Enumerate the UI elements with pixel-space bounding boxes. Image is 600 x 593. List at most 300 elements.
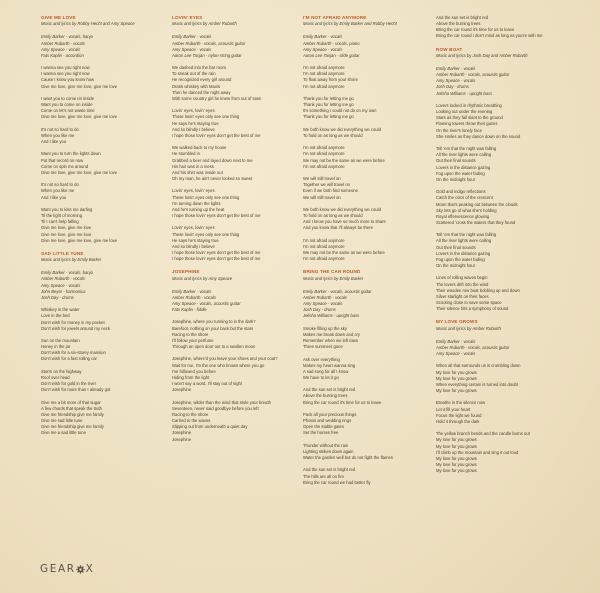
lyric-stanza [303, 467, 431, 485]
song-credits: Music and lyrics by Emily Barker and Robby Hecht [303, 21, 397, 27]
performer-list [436, 66, 564, 97]
lyric-line: A few chords that speak the truth [41, 405, 102, 411]
lyric-stanza [41, 207, 169, 244]
song-block [436, 319, 564, 474]
lyric-line: I hope those lovin' eyes don't get the best of me [172, 249, 261, 255]
performer-line: Amber Rubarth - vocals, acoustic guitar [436, 344, 510, 350]
lyric-line: Three summers gone [303, 344, 343, 350]
lyric-line: We both know we did everything we could [303, 126, 381, 132]
gearbox-logo [40, 563, 94, 575]
performer-line: Amber Rubarth - vocals [41, 40, 85, 46]
song-title: LOVIN' EYES [172, 15, 203, 20]
lyric-line: And I know you have so much more to share [303, 219, 386, 225]
performer-line: Fats Kaplin - accordion [41, 52, 84, 58]
lyric-stanza [303, 357, 431, 382]
lyric-stanza [303, 238, 431, 263]
lyric-line: We walked back to my house [172, 145, 227, 151]
lyric-line: These lovin' eyes only see one thing [172, 194, 240, 200]
lyric-line: Thank you for letting me go [303, 102, 354, 108]
lyric-line: Give me a bit more of that sugar [41, 399, 101, 405]
lyric-line: Give me love, give me love, give me love [41, 237, 118, 243]
lyric-line: Give me love, give me love [41, 231, 92, 237]
lyric-line: Josephine [172, 430, 192, 436]
lyric-line: Give me sad little tune [41, 418, 83, 424]
lyric-line: Photos and wedding rings [303, 418, 352, 424]
lyric-line: Don't wish for gold in the river [41, 381, 97, 387]
lyric-line: I'm not afraid anymore [303, 65, 345, 71]
lyric-line: We have to let it go [303, 374, 339, 380]
lyric-line: I'll climb up the mountain and sing it out loud [436, 449, 519, 455]
lyric-line: Smoke filling up the sky [303, 325, 347, 331]
song-title: MY LOVE GROWS [436, 319, 478, 325]
lyric-line: Love in the bed [41, 313, 70, 319]
lyric-line: Open the stable gates [303, 424, 344, 430]
lyric-line: Lovers locked in rhythmic breathing [436, 102, 502, 108]
column-2 [172, 15, 300, 450]
lyric-line: Out their final sounds [436, 244, 476, 250]
lyric-stanza [172, 319, 300, 350]
lyric-line: Want you to kiss me darling [41, 206, 93, 212]
performer-line: Emily Barker - vocals [172, 34, 212, 40]
lyric-line: When you like me [41, 132, 75, 138]
lyric-stanza [303, 65, 431, 90]
song-credits: Music and lyrics by Josh Day and Amber Rubarth [436, 52, 528, 58]
lyric-line: Lines of rolling waves begin [436, 275, 488, 281]
lyric-line: Gold and indigo reflections [436, 189, 486, 195]
performer-list [303, 34, 431, 59]
lyric-line: To float away from your shore [303, 77, 358, 83]
lyric-line: Lovin' eyes, lovin' eyes [172, 188, 215, 194]
song-credits: Music and lyrics by Emily Barker [41, 257, 102, 263]
lyric-line: Want you to come on inside [41, 102, 93, 108]
lyric-line: Lovin' eyes, lovin' eyes [172, 225, 215, 231]
lyric-line: To hold on as long as we should [303, 213, 363, 219]
lyric-line: Bring the car round it's time for us to leave [303, 399, 382, 405]
lyric-line: The hills are all on fire [303, 473, 344, 479]
lyric-line: Hiding from the light [172, 374, 210, 380]
performer-line: Amber Rubarth - vocals, acoustic guitar [172, 40, 246, 46]
lyric-line: Honey in the jar [41, 344, 71, 350]
lyric-line: Don't wish for money in my pocket [41, 319, 105, 325]
lyric-stanza [436, 275, 564, 312]
lyric-line: I want you to come on inside [41, 95, 95, 101]
lyric-stanza [436, 232, 564, 269]
performer-list [41, 34, 169, 59]
performer-line: Emily Barker - vocals [172, 288, 212, 294]
lyric-line: When all that surrounds us is crumbling down [436, 363, 521, 369]
lyric-line: I'm not afraid anymore [303, 163, 345, 169]
lyric-line: My love for you grows [436, 388, 477, 394]
lyric-line: My love for you grows [436, 369, 477, 375]
lyric-stanza [41, 369, 169, 394]
performer-line: Amy Speace - vocals [436, 351, 476, 357]
lyric-line: My love for you grows [436, 437, 477, 443]
lyric-line: Don't wish for a fast rolling car [41, 356, 97, 362]
lyric-stanza [436, 146, 564, 183]
lyric-line: On the midnight hour [436, 176, 476, 182]
song-title: GIVE ME LOVE [41, 15, 76, 20]
lyric-line: Tell 'em that the night was falling [436, 146, 497, 152]
lyric-stanza [41, 65, 169, 90]
lyric-line: All the river lights were calling [436, 238, 492, 244]
performer-line: Amy Speace - vocals [172, 46, 212, 52]
lyric-stanza [41, 307, 169, 332]
lyric-line: I'm not afraid anymore [303, 145, 345, 151]
lyric-line: He recognized every girl around [172, 77, 232, 83]
lyric-line: On the midnight hour [436, 263, 476, 269]
lyric-stanza [436, 431, 564, 474]
lyric-line: Bring the car round it's time for us to leave [436, 27, 515, 33]
lyric-stanza [172, 65, 300, 102]
lyric-stanza [436, 189, 564, 226]
lyric-line: Through an open door out to a swollen moon [172, 344, 256, 350]
performer-line: Amy Speace - vocals [41, 46, 81, 52]
lyric-line: When you like me [41, 188, 75, 194]
lyric-line: My love for you grows [436, 461, 477, 467]
logo-text-end: X [85, 563, 95, 575]
lyric-stanza [172, 400, 300, 443]
lyric-line: Bring the car round I don't mind as long as you're with me [436, 33, 543, 39]
lyric-line: My love for you grows [436, 455, 477, 461]
lyric-line: Looking out under the evening [436, 109, 493, 115]
lyric-stanza [303, 443, 431, 461]
lyric-line: Want you to turn the lights down [41, 151, 101, 157]
lyric-line: Barefoot, nothing on your back but the stars [172, 325, 254, 331]
lyric-stanza [303, 176, 431, 201]
performer-line: Amber Rubarth - vocals [41, 276, 85, 282]
lyric-stanza [41, 182, 169, 200]
performer-line: Aaron Lee Tasjan - slide guitar [303, 52, 360, 58]
lyric-line: Thunder without the rain [303, 442, 349, 448]
performer-line: Josh Day - drums [436, 84, 469, 90]
lyric-line: I'm not afraid anymore [303, 151, 345, 157]
lyric-stanza [41, 400, 169, 437]
song-credits: Music and lyrics by Robby Hecht and Amy Speace [41, 21, 135, 27]
lyric-line: Then he danced the night away [172, 89, 231, 95]
lyric-line: My love for you grows [436, 443, 477, 449]
lyric-line: I'm not afraid anymore [303, 237, 345, 243]
lyric-stanza [303, 387, 431, 405]
song-block [41, 251, 169, 437]
lyric-stanza [172, 356, 300, 393]
lyric-line: Focus the light we found [436, 412, 482, 418]
performer-line: Emily Barker - vocals, banjo [41, 270, 93, 276]
lyric-line: Fog upon the water fading [436, 256, 485, 262]
lyric-line: Drank whiskey with Mavis [172, 83, 220, 89]
lyric-line: Cause I know you know how [41, 77, 95, 83]
lyric-line: I hope those lovin' eyes don't get the best of me [172, 213, 261, 219]
performer-line: Emily Barker - vocals, acoustic guitar [303, 288, 372, 294]
song-credits: Music and lyrics by Amber Rubarth [436, 325, 501, 331]
lyric-line: Give me friendship give me family [41, 424, 104, 430]
song-credits: Music and lyrics by Amy Speace [172, 275, 233, 281]
lyric-stanza [436, 363, 564, 394]
song-block [436, 15, 564, 40]
lyric-line: Scattered 'cross the waters that they found [436, 219, 516, 225]
performer-line: Amber Rubarth - vocals [172, 294, 216, 300]
song-block [41, 15, 169, 244]
lyric-line: Stars as they fall slant to the ground [436, 115, 503, 121]
lyric-line: Til the light of morning [41, 213, 83, 219]
lyric-line: My love for you grows [436, 468, 477, 474]
lyric-stanza [303, 96, 431, 121]
lyric-line: Out their final sounds [436, 158, 476, 164]
performer-list [436, 339, 564, 357]
lyric-line: And so blindly I believe [172, 126, 215, 132]
lyric-stanza [303, 127, 431, 139]
lyric-line: We may not be the same as we were before [303, 157, 385, 163]
performer-line: Fats Kaplin - fiddle [172, 307, 207, 313]
lyric-stanza [436, 15, 564, 40]
lyric-line: Ask over everything [303, 356, 340, 362]
lyric-line: It's not so hard to do [41, 182, 79, 188]
performer-list [303, 289, 431, 320]
song-block [303, 15, 431, 262]
lyric-line: Remember when we left town [303, 338, 359, 343]
lyric-line: Tell 'em that the night was falling [436, 232, 497, 238]
lyric-line: Moon that's peaking out between the clouds [436, 201, 518, 207]
lyric-line: Lovin' eyes, lovin' eyes [172, 108, 215, 114]
lyric-line: And the sun set is bright red [303, 467, 356, 473]
lyric-line: Racing to the shore [172, 411, 209, 417]
lyric-line: And I like you [41, 139, 67, 145]
lyric-line: All the river lights were calling [436, 152, 492, 158]
lyric-line: Fog upon the water fading [436, 170, 485, 176]
performer-line: Amy Speace - vocals [303, 46, 343, 52]
lyric-line: Seventeen, never said goodbye before you left [172, 405, 259, 411]
performer-list [41, 270, 169, 301]
lyric-line: Flaming towers throw their gazes [436, 121, 498, 127]
lyric-line: Set the horses free [303, 430, 339, 436]
performer-line: Amber Rubarth - vocals, acoustic guitar [436, 72, 510, 78]
lyric-line: Josephine, where'd you leave your shoes and your coat? [172, 356, 278, 362]
lyric-stanza [303, 145, 431, 170]
lyric-line: I'll follow your perfume [172, 337, 214, 343]
lyric-line: On the river's lonely face [436, 127, 482, 133]
column-4 [436, 15, 564, 481]
song-title: SAD LITTLE TUNE [41, 250, 84, 256]
column-3 [303, 15, 431, 493]
lyric-stanza [41, 96, 169, 121]
lyric-line: His hair was in a mess [172, 163, 214, 169]
lyric-line: These lovin' eyes only see one thing [172, 231, 240, 237]
lyric-line: The lovers drift into the wind [436, 281, 489, 287]
lyric-line: Thank you for letting me go [303, 114, 354, 120]
lyric-line: And his shirt was inside out [172, 169, 223, 175]
lyric-line: Racing to the shore [172, 331, 209, 337]
lyric-line: Put that record on now [41, 157, 84, 163]
lyric-line: Lovers in the distance gazing [436, 164, 491, 170]
lyric-line: Lighting strikes down again [303, 448, 354, 454]
lyric-line: He says he's staying true [172, 237, 219, 243]
performer-line: Aaron Lee Tasjan - nylon-string guitar [172, 52, 242, 58]
lyric-line: Give me love, give me love [41, 225, 92, 231]
lyric-line: To sneak out of the rain [172, 71, 216, 77]
lyric-line: Give me love, give me love, give me love [41, 169, 118, 175]
lyric-line: Whiskey in the water [41, 307, 80, 313]
performer-line: John Beyer - harmonica [41, 288, 86, 294]
performer-line: Josh Day - drums [41, 294, 74, 300]
lyric-line: Roof over head [41, 374, 70, 380]
lyric-line: Josephine [172, 387, 192, 393]
lyric-line: Lovers in the distance gazing [436, 250, 491, 256]
lyric-line: Makes my heart wanna sing [303, 362, 356, 368]
lyric-line: Let it fill your heart [436, 406, 471, 412]
lyric-line: I'm not afraid anymore [303, 256, 345, 262]
lyric-line: Above the burning trees [303, 393, 348, 399]
lyric-line: Give me love, give me love, give me love [41, 83, 118, 89]
lyric-line: Storm on the highway [41, 368, 82, 374]
lyric-line: We both know we did everything we could [303, 206, 381, 212]
lyric-stanza [172, 108, 300, 139]
lyric-line: And I like you [41, 194, 67, 200]
lyric-line: Give me a sad little tune [41, 430, 86, 436]
lyric-line: Even if we both find someone [303, 188, 358, 194]
lyric-line: My love for you grows [436, 375, 477, 381]
lyric-line: And the sun set is bright red [303, 387, 356, 393]
lyric-line: I've followed you before [172, 368, 216, 374]
performer-list [172, 289, 300, 314]
lyric-line: He stumbled in [172, 151, 200, 157]
lyric-line: I'm turning down the lights [172, 200, 221, 206]
lyric-line: When everything certain is turned into doubt [436, 381, 518, 387]
lyric-stanza [172, 225, 300, 262]
lyric-line: And he's turning up the heat [172, 206, 225, 212]
performer-line: Amy Speace - vocals [41, 282, 81, 288]
lyric-line: It's not so hard to do [41, 126, 79, 132]
performer-line: Amy Speace - vocals [303, 301, 343, 307]
lyric-line: Don't wish for more than I already got [41, 387, 111, 393]
song-block [172, 15, 300, 262]
lyric-line: I wanna see you right now [41, 71, 90, 77]
lyric-line: I wanna see you right now [41, 65, 90, 71]
performer-line: Josh Day - drums [303, 307, 336, 313]
lyric-line: I won't say a word, I'll stay out of sight [172, 381, 243, 387]
lyric-stanza [172, 188, 300, 219]
song-block [172, 269, 300, 442]
lyric-line: Don't wish for a six-storey mansion [41, 350, 106, 356]
lyric-line: Til I can't help falling [41, 219, 79, 225]
lyric-line: Together we will travel on [303, 182, 351, 188]
lyric-line: We dashed into the bar room [172, 65, 226, 71]
performer-line: Emily Barker - vocals [303, 34, 343, 40]
lyric-line: To hold on as long as we should [303, 132, 363, 138]
lyric-line: Sky lets go of what she's holding [436, 207, 497, 213]
lyric-line: Catch the color of the crescent [436, 195, 493, 201]
performer-line: Amber Rubarth - vocals [303, 294, 347, 300]
lyric-stanza [172, 145, 300, 182]
lyric-line: He says he's staying true [172, 120, 219, 126]
performer-line: Jelisha Williams - upright bass [436, 90, 493, 96]
lyric-line: Josephine, where you running to in the dark? [172, 319, 256, 325]
lyric-line: Bring the car round we had better fly [303, 479, 371, 485]
performer-list [172, 34, 300, 59]
lyric-line: Those lovin' eyes only see one thing [172, 114, 240, 120]
song-credits: Music and lyrics by Emily Barker [303, 275, 364, 281]
lyric-line: Scooting close to save some space [436, 300, 502, 306]
performer-line: Amy Speace - vocals, acoustic guitar [172, 300, 241, 306]
lyric-line: Thank you for letting me go [303, 95, 354, 101]
lyric-line: Slipping out from underneath a quiet day [172, 424, 248, 430]
lyric-line: Royal effervescence glowing [436, 213, 490, 219]
song-title: ROW BOAT [436, 46, 463, 52]
lyric-line: And so blindly I believe [172, 243, 215, 249]
lyric-line: We will still travel on [303, 176, 341, 182]
lyric-line: Above the burning trees [436, 21, 481, 27]
gear-icon [76, 565, 85, 574]
lyric-line: Their wooden row boat bobbing up and down [436, 287, 520, 293]
song-block [436, 47, 564, 313]
lyric-line: I hope those lovin' eyes don't get the best of me [172, 256, 261, 262]
lyric-stanza [41, 151, 169, 176]
lyric-line: Josephine [172, 436, 192, 442]
lyric-line: It's something I could not do on my own [303, 108, 377, 114]
lyric-stanza [436, 103, 564, 140]
lyric-line: Makes me break down and cry [303, 331, 361, 337]
lyric-line: I'm not afraid anymore [303, 83, 345, 89]
lyric-line: Breathe in the silence now [436, 400, 486, 406]
performer-line: Emily Barker - vocals [436, 338, 476, 344]
lyric-line: Give me friendship give me family [41, 411, 104, 417]
song-title: I'M NOT AFRAID ANYMORE [303, 15, 367, 20]
performer-line: Emily Barker - vocals, banjo [41, 34, 93, 40]
lyric-line: I hope those lovin' eyes don't get the best of me [172, 132, 261, 138]
performer-line: Jelisha Williams - upright bass [303, 313, 360, 319]
lyric-line: And the sun set is bright red [436, 15, 489, 20]
song-title: JOSEPHINE [172, 269, 200, 275]
lyric-line: Josephine, wilder than the wind that stole your breath [172, 399, 271, 405]
lyric-line: Oh my man, he ain't never looked so sweet [172, 176, 253, 182]
lyric-line: Hold it through the dark [436, 418, 480, 424]
lyric-stanza [41, 127, 169, 145]
lyric-stanza [41, 338, 169, 363]
lyric-stanza [303, 207, 431, 232]
performer-line: Amy Speace - vocals [436, 78, 476, 84]
logo-text-start: GEAR [40, 563, 76, 575]
lyric-line: I'm not afraid anymore [303, 243, 345, 249]
lyric-line: The yellow branch bends and the candle burns out [436, 431, 530, 437]
song-block [303, 269, 431, 486]
lyric-line: Give me love, give me love, give me love [41, 114, 118, 120]
lyric-line: Water the garden well but do not fight the flames [303, 455, 393, 461]
performer-line: Amber Rubarth - vocals, piano [303, 40, 360, 46]
lyric-stanza [303, 412, 431, 437]
lyric-line: Come on let's not waste time [41, 108, 95, 114]
lyric-line: Don't wish for jewels around my neck [41, 325, 110, 331]
lyric-line: Silver starlight on their faces [436, 293, 489, 299]
lyric-line: And you know that I'll always be there [303, 225, 373, 231]
lyric-line: Pack all your precious things [303, 411, 357, 417]
lyric-line: I'm not afraid anymore [303, 71, 345, 77]
lyric-line: Grabbed a beer and layed down next to me [172, 157, 253, 163]
lyric-line: Their silence hits a symphony of sound [436, 306, 509, 312]
performer-line: Emily Barker - vocals [436, 65, 476, 71]
lyric-line: With some country girl he knew from out of town [172, 95, 262, 101]
song-credits: Music and lyrics by Amber Rubarth [172, 21, 237, 27]
song-title: BRING THE CAR ROUND [303, 269, 361, 275]
column-1 [41, 15, 169, 444]
lyric-line: A sad song for all I know [303, 368, 349, 374]
lyric-line: We will still travel on [303, 194, 341, 200]
lyric-stanza [436, 400, 564, 425]
lyric-line: Sun on the mountain [41, 338, 80, 343]
lyric-line: Wait for me, I'm the one who knows where you go [172, 362, 265, 368]
lyric-line: She smiles as they dance down on the sound [436, 133, 521, 139]
lyric-line: Carried to the waves [172, 418, 211, 424]
lyric-stanza [303, 326, 431, 351]
lyric-line: Come on spin me around [41, 163, 89, 169]
lyric-line: We may not be the same as we were before [303, 250, 385, 256]
